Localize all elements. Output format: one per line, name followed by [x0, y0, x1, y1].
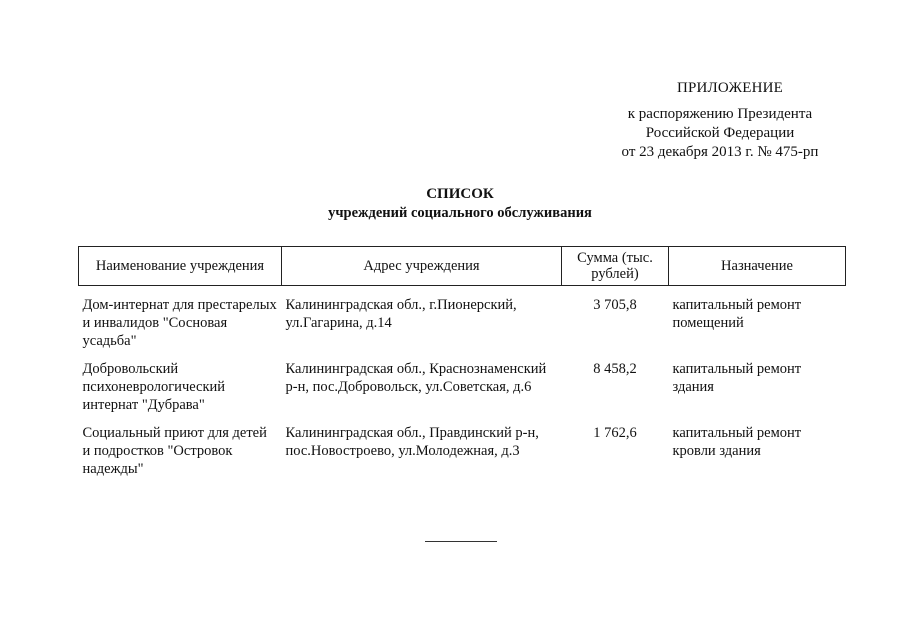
- document-subtitle: учреждений социального обслуживания: [328, 205, 592, 221]
- cell-purpose: капитальный ремонт кровли здания: [672, 425, 802, 459]
- header-purpose: Назначение: [669, 247, 846, 286]
- header-sum: Сумма (тыс. рублей): [562, 247, 669, 286]
- appendix-line-decree: к распоряжению Президента: [627, 106, 813, 122]
- table-header-row: [79, 247, 846, 286]
- appendix-title: ПРИЛОЖЕНИЕ: [676, 80, 784, 96]
- cell-name: Социальный приют для детей и подростков "Островок надежды": [82, 425, 267, 477]
- end-divider: [425, 541, 497, 542]
- header-address: Адрес учреждения: [282, 247, 562, 286]
- cell-purpose: капитальный ремонт помещений: [672, 297, 802, 331]
- cell-address: Калининградская обл., г.Пионерский, ул.Гагарина, д.14: [285, 297, 517, 331]
- header-name: Наименование учреждения: [79, 247, 282, 286]
- appendix-line-federation: Российской Федерации: [645, 125, 795, 141]
- cell-sum: 8 458,2: [593, 361, 637, 377]
- document-title: СПИСОК: [426, 186, 494, 202]
- cell-name: Дом-интернат для престарелых и инвалидов "Сосновая усадьба": [82, 297, 277, 349]
- institutions-table: [78, 246, 846, 484]
- cell-name: Добровольский психоневрологический интернат "Дубрава": [82, 361, 226, 413]
- table-row: [79, 356, 846, 420]
- table-row: [79, 420, 846, 484]
- table-row: [79, 286, 846, 357]
- cell-address: Калининградская обл., Правдинский р-н, пос.Новостроево, ул.Молодежная, д.3: [285, 425, 539, 459]
- cell-sum: 3 705,8: [593, 297, 637, 313]
- cell-address: Калининградская обл., Краснознаменский р-н, пос.Добровольск, ул.Советская, д.6: [285, 361, 547, 395]
- appendix-line-date: от 23 декабря 2013 г. № 475-рп: [621, 144, 819, 160]
- cell-purpose: капитальный ремонт здания: [672, 361, 802, 395]
- cell-sum: 1 762,6: [593, 425, 637, 441]
